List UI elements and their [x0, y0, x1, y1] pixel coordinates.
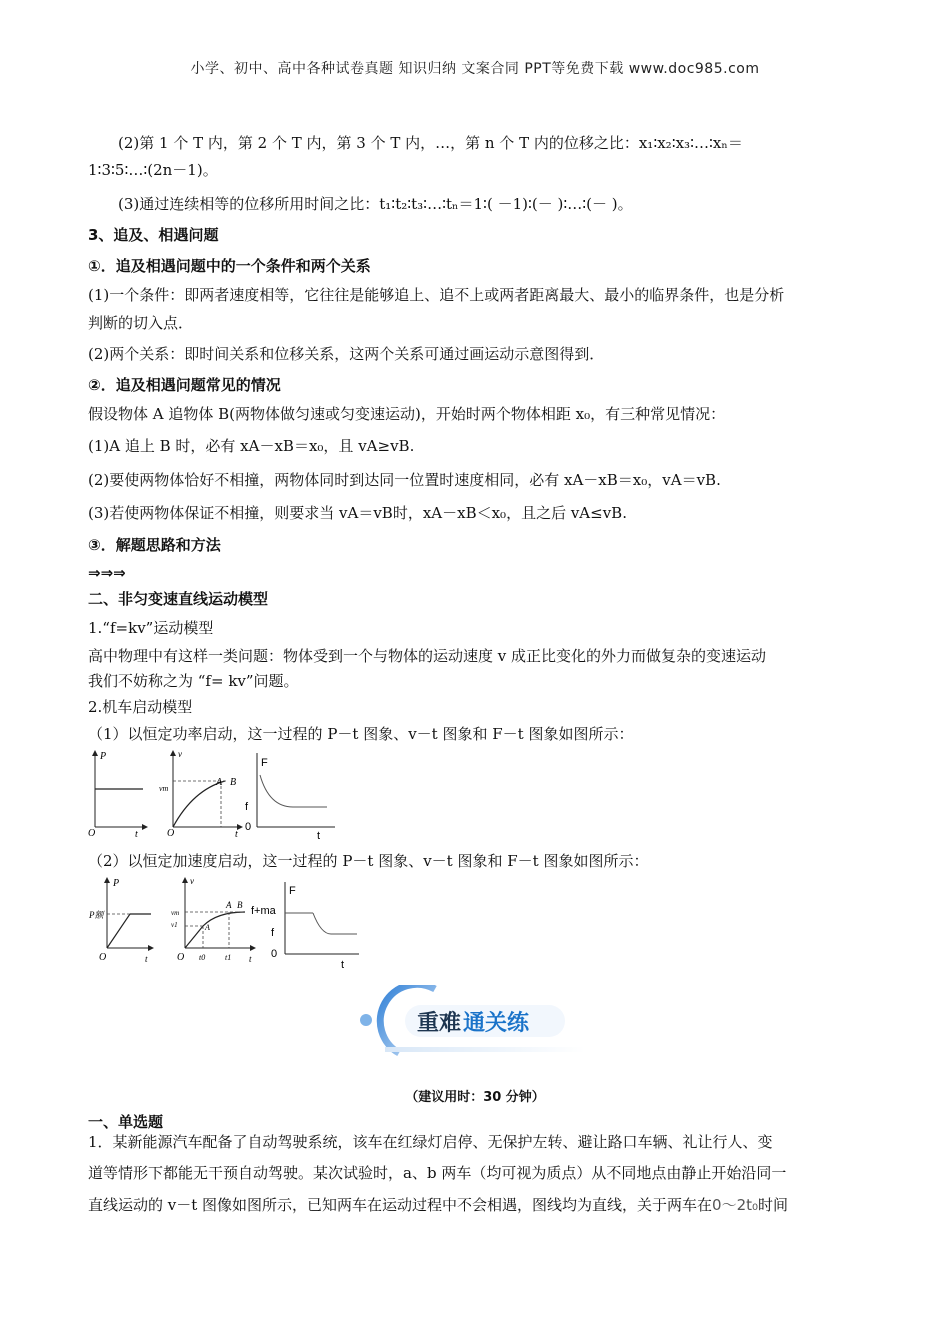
svg-text:t1: t1	[225, 953, 232, 962]
svg-text:0: 0	[271, 948, 278, 960]
svg-text:O: O	[177, 952, 185, 963]
text-line: 2.机车启动模型	[88, 698, 193, 716]
svg-text:P: P	[113, 878, 120, 889]
svg-text:f+ma: f+ma	[251, 905, 276, 917]
svg-text:f: f	[245, 801, 249, 813]
text-line: (1)一个条件：即两者速度相等，它往往是能够追上、追不上或两者距离最大、最小的临界条件，也是分析	[88, 286, 785, 304]
section-heading: 二、非匀变速直线运动模型	[88, 590, 269, 608]
sub-heading: ②．追及相遇问题常见的情况	[88, 376, 281, 394]
svg-text:O: O	[167, 828, 175, 839]
text-line: 1∶3∶5∶…∶(2n－1)。	[88, 161, 218, 179]
svg-text:f: f	[271, 927, 275, 939]
svg-text:vm: vm	[159, 784, 169, 793]
f-t-graph	[245, 753, 335, 840]
svg-text:B: B	[230, 777, 237, 788]
page-header: 小学、初中、高中各种试卷真题 知识归纳 文案合同 PPT等免费下载 www.doc985.com	[190, 61, 760, 77]
section-heading: 一、单选题	[88, 1113, 164, 1131]
svg-text:B: B	[237, 900, 243, 910]
svg-text:t: t	[317, 830, 321, 840]
text-line: (3)若使两物体保证不相撞，则要求当 vA＝vB时，xA－xB＜x₀，且之后 vA≤vB.	[88, 504, 627, 522]
figure-constant-acceleration	[85, 872, 370, 972]
text-line: 高中物理中有这样一类问题：物体受到一个与物体的运动速度 v 成正比变化的外力而做复杂的变速运动	[88, 647, 767, 665]
svg-text:A: A	[216, 777, 223, 788]
svg-text:vm: vm	[171, 909, 180, 917]
text-line: (1)A 追上 B 时，必有 xA－xB＝x₀，且 vA≥vB.	[88, 437, 415, 455]
question-line: 直线运动的 v－t 图像如图所示，已知两车在运动过程中不会相遇，图线均为直线，关于两车在0～2t₀时间	[88, 1196, 789, 1214]
arrows: ⇒⇒⇒	[88, 564, 126, 582]
text-line: (2)两个关系：即时间关系和位移关系，这两个关系可通过画运动示意图得到．	[88, 345, 605, 363]
banner-text-dark: 重难	[417, 1011, 462, 1036]
time-range: 0～2t₀	[712, 1196, 759, 1214]
svg-text:O: O	[99, 952, 107, 963]
p-t-graph	[88, 751, 147, 840]
section-heading: 3、追及、相遇问题	[88, 226, 219, 244]
svg-text:A: A	[205, 923, 210, 932]
question-line: 1．某新能源汽车配备了自动驾驶系统，该车在红绿灯启停、无保护左转、避让路口车辆、礼让行人、变	[88, 1133, 773, 1151]
time-note: （建议用时：30 分钟）	[405, 1090, 545, 1105]
practice-banner	[355, 985, 590, 1060]
svg-text:t: t	[249, 954, 252, 964]
svg-text:F: F	[261, 757, 268, 769]
text-line: 判断的切入点．	[88, 314, 194, 332]
p-t-graph	[88, 878, 153, 964]
svg-text:0: 0	[245, 821, 252, 833]
axis-label: t	[135, 829, 138, 840]
text-line: (2)要使两物体恰好不相撞，两物体同时到达同一位置时速度相同，必有 xA－xB＝x₀，vA＝vB.	[88, 471, 721, 489]
text-line: (2)第 1 个 T 内，第 2 个 T 内，第 3 个 T 内，…，第 n 个 T 内的位移之比：x₁∶x₂∶x₃∶…∶xₙ＝	[118, 134, 743, 152]
svg-text:P额: P额	[89, 910, 104, 920]
text-line: 1.“f=kv”运动模型	[88, 619, 214, 637]
banner-text-blue: 通关练	[463, 1011, 530, 1036]
axis-label: P	[100, 751, 107, 762]
origin-label: O	[88, 828, 96, 839]
f-t-graph	[251, 882, 359, 971]
text-line: 假设物体 A 追物体 B(两物体做匀速或匀变速运动)，开始时两个物体相距 x₀，有三种常见情况：	[88, 405, 726, 423]
v-t-graph	[171, 876, 255, 964]
text-line: （1）以恒定功率启动，这一过程的 P－t 图象、v－t 图象和 F－t 图象如图所示：	[88, 725, 634, 743]
svg-text:v: v	[190, 876, 194, 886]
svg-text:t: t	[341, 959, 345, 971]
figure-constant-power	[85, 745, 350, 840]
sub-heading: ③．解题思路和方法	[88, 536, 221, 554]
svg-text:t: t	[145, 954, 148, 964]
text-line: (3)通过连续相等的位移所用时间之比：t₁∶t₂∶t₃∶…∶tₙ＝1∶( －1)∶(－ )∶…∶(－ )。	[118, 195, 633, 213]
svg-text:v1: v1	[171, 921, 178, 929]
svg-text:t: t	[235, 829, 238, 840]
svg-text:t0: t0	[199, 953, 206, 962]
text-line: 我们不妨称之为 “f= kv”问题。	[88, 672, 299, 690]
svg-text:F: F	[289, 885, 296, 897]
text-line: （2）以恒定加速度启动，这一过程的 P－t 图象、v－t 图象和 F－t 图象如图所示：	[88, 852, 649, 870]
sub-heading: ①．追及相遇问题中的一个条件和两个关系	[88, 257, 371, 275]
svg-text:v: v	[178, 749, 182, 759]
question-line: 道等情形下都能无干预自动驾驶。某次试验时，a、b 两车（均可视为质点）从不同地点由静止开始沿同一	[88, 1164, 787, 1182]
v-t-graph	[159, 749, 242, 840]
svg-text:A: A	[226, 900, 232, 910]
